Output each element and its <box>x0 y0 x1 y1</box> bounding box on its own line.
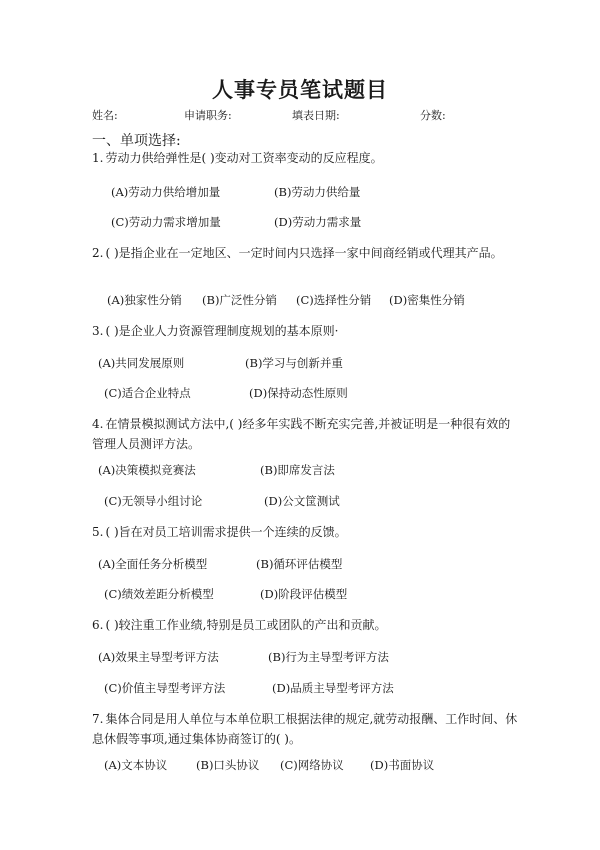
score-label: 分数: <box>420 109 446 122</box>
option-d: (D)劳动力需求量 <box>274 215 362 229</box>
option-a: (A)文本协议 <box>104 758 168 772</box>
option-c: (C)选择性分销 <box>296 293 372 307</box>
section-title: 一、单项选择: <box>92 133 181 149</box>
option-b: (B)即席发言法 <box>260 463 335 477</box>
info-row <box>0 107 600 123</box>
option-d: (D)阶段评估模型 <box>260 587 348 601</box>
question-text: ( )是企业人力资源管理制度规划的基本原则· <box>105 324 339 338</box>
option-c: (C)绩效差距分析模型 <box>104 587 214 601</box>
option-a: (A)效果主导型考评方法 <box>98 650 219 664</box>
option-c: (C)网络协议 <box>280 758 344 772</box>
question-text: 劳动力供给弹性是( )变动对工资率变动的反应程度。 <box>105 151 383 165</box>
question-3 <box>92 321 522 341</box>
option-c: (C)劳动力需求增加量 <box>111 215 221 229</box>
option-d: (D)公文筐测试 <box>264 494 340 508</box>
option-a: (A)共同发展原则 <box>98 356 185 370</box>
option-d: (D)书面协议 <box>370 758 435 772</box>
option-a: (A)独家性分销 <box>107 293 182 307</box>
name-label: 姓名: <box>92 109 118 122</box>
question-number: 7. <box>92 712 104 726</box>
option-d: (D)保持动态性原则 <box>249 386 348 400</box>
question-4 <box>92 414 522 454</box>
option-d: (D)密集性分销 <box>389 293 465 307</box>
position-label: 申请职务: <box>184 109 232 122</box>
option-a: (A)劳动力供给增加量 <box>111 185 221 199</box>
question-number: 5. <box>92 525 104 539</box>
option-b: (B)劳动力供给量 <box>274 185 361 199</box>
option-d: (D)品质主导型考评方法 <box>272 681 394 695</box>
option-c: (C)价值主导型考评方法 <box>104 681 226 695</box>
question-1 <box>92 148 522 168</box>
question-number: 1. <box>92 151 104 165</box>
question-number: 2. <box>92 246 104 260</box>
question-2 <box>92 243 522 263</box>
date-label: 填表日期: <box>292 109 340 122</box>
question-text: ( )是指企业在一定地区、一定时间内只选择一家中间商经销或代理其产品。 <box>105 246 503 260</box>
question-number: 4. <box>92 417 104 431</box>
question-5 <box>92 522 522 542</box>
option-c: (C)无领导小组讨论 <box>104 494 203 508</box>
question-text: ( )较注重工作业绩,特别是员工或团队的产出和贡献。 <box>105 618 387 632</box>
option-a: (A)决策模拟竞赛法 <box>98 463 196 477</box>
option-b: (B)行为主导型考评方法 <box>268 650 389 664</box>
option-a: (A)全面任务分析模型 <box>98 557 208 571</box>
option-b: (B)循环评估模型 <box>256 557 343 571</box>
option-b: (B)广泛性分销 <box>202 293 277 307</box>
question-number: 6. <box>92 618 104 632</box>
option-c: (C)适合企业特点 <box>104 386 191 400</box>
question-text: ( )旨在对员工培训需求提供一个连续的反馈。 <box>105 525 347 539</box>
option-b: (B)口头协议 <box>196 758 260 772</box>
question-text: 集体合同是用人单位与本单位职工根据法律的规定,就劳动报酬、工作时间、休息休假等事项,通过集体协商签订的( )。 <box>92 712 518 746</box>
question-number: 3. <box>92 324 104 338</box>
page-title: 人事专员笔试题目 <box>212 77 388 102</box>
question-7 <box>92 709 522 749</box>
question-6 <box>92 615 522 635</box>
question-text: 在情景模拟测试方法中,( )经多年实践不断充实完善,并被证明是一种很有效的管理人员测评方法。 <box>92 417 511 451</box>
option-b: (B)学习与创新并重 <box>245 356 343 370</box>
